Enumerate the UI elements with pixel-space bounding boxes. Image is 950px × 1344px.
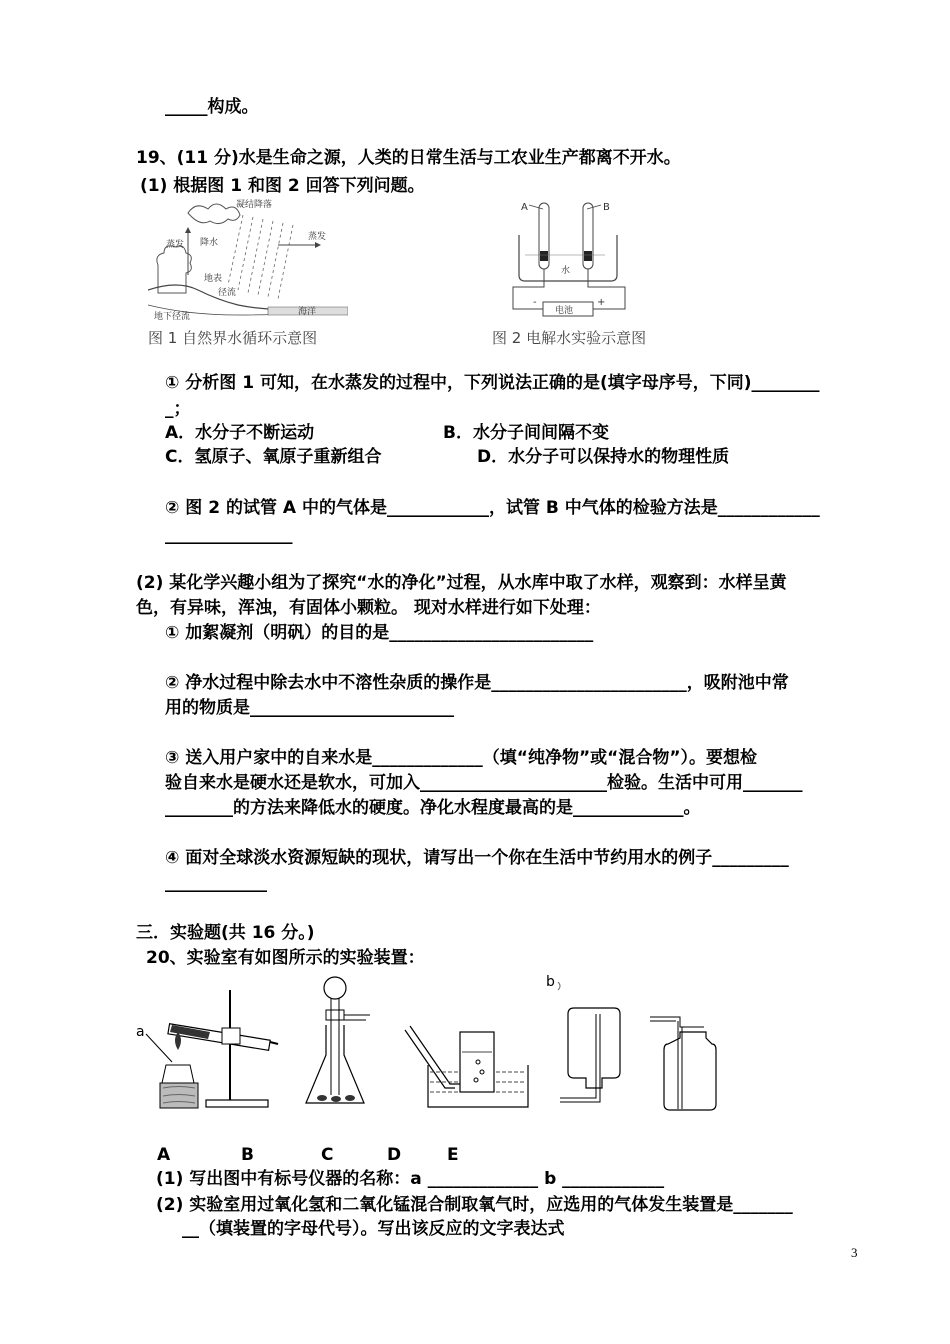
- battery-label: 电池: [555, 306, 574, 316]
- question-19-2-3-cont1: 验自来水是硬水还是软水，可加入______________________检验。生活中可用_______: [165, 773, 803, 793]
- apparatus-a: [136, 990, 278, 1108]
- apparatus-e: [650, 1017, 716, 1110]
- question-19-2-4-cont: ____________: [165, 873, 267, 893]
- apparatus-c: [405, 1026, 528, 1107]
- option-a: A．水分子不断运动: [165, 423, 315, 443]
- question-19-2: (2) 某化学兴趣小组为了探究“水的净化”过程，从水库中取了水样，观察到：水样呈黄: [136, 573, 787, 593]
- label-surface: 地表: [204, 274, 223, 284]
- question-20-2-cont: __（填装置的字母代号）。写出该反应的文字表达式: [182, 1219, 565, 1239]
- tube-label-b: B: [603, 202, 610, 213]
- apparatus-letter-b: B: [241, 1145, 254, 1165]
- label-evaporation-2: 蒸发: [308, 232, 327, 242]
- water-cycle-figure: [148, 195, 348, 325]
- question-20-title: 20、实验室有如图所示的实验装置：: [146, 948, 425, 968]
- question-19-1-2: ② 图 2 的试管 A 中的气体是____________，试管 B 中气体的检验方法是____________: [165, 498, 820, 518]
- apparatus-b: [306, 977, 370, 1103]
- question-19-1-1-cont: _；: [165, 399, 191, 419]
- label-condense: 凝结降落: [236, 200, 273, 210]
- apparatus-letter-a: A: [157, 1145, 171, 1165]
- question-20-1: (1) 写出图中有标号仪器的名称：a _____________ b ____________: [156, 1169, 665, 1189]
- apparatus-letter-e: E: [447, 1145, 459, 1165]
- question-19-2-1: ① 加絮凝剂（明矾）的目的是________________________: [165, 623, 594, 643]
- apparatus-letter-d: D: [387, 1145, 402, 1165]
- question-19-1-2-cont: _______________: [165, 525, 293, 545]
- label-b: b: [546, 974, 555, 990]
- question-19-2-4: ④ 面对全球淡水资源短缺的现状，请写出一个你在生活中节约用水的例子_________: [165, 848, 789, 868]
- label-ocean: 海洋: [298, 307, 317, 317]
- electrolysis-figure: [505, 195, 635, 325]
- figure-2-caption: 图 2 电解水实验示意图: [492, 329, 647, 347]
- section-3-heading: 三．实验题(共 16 分。): [136, 923, 315, 943]
- question-19-2-2-cont: 用的物质是________________________: [165, 698, 454, 718]
- text-line-1: _____构成。: [165, 97, 259, 117]
- apparatus-d: [546, 974, 620, 1102]
- label-precipitation: 降水: [200, 238, 219, 248]
- page-number: 3: [851, 1245, 858, 1260]
- option-b: B．水分子间间隔不变: [443, 423, 609, 443]
- water-label: 水: [561, 266, 571, 276]
- option-d: D．水分子可以保持水的物理性质: [477, 447, 730, 467]
- question-19-2-3: ③ 送入用户家中的自来水是_____________（填“纯净物”或“混合物”）。要想检: [165, 748, 758, 768]
- question-20-2: (2) 实验室用过氧化氢和二氧化锰混合制取氧气时，应选用的气体发生装置是_______: [156, 1195, 793, 1215]
- label-a: a: [136, 1024, 145, 1040]
- question-19-part1: (1) 根据图 1 和图 2 回答下列问题。: [140, 176, 425, 196]
- apparatus-letter-c: C: [321, 1145, 334, 1165]
- figure-1-caption: 图 1 自然界水循环示意图: [148, 329, 318, 347]
- option-c: C．氢原子、氧原子重新组合: [165, 447, 382, 467]
- question-19-2-cont: 色，有异味，浑浊，有固体小颗粒。 现对水样进行如下处理：: [136, 598, 601, 618]
- tube-label-a: A: [521, 202, 528, 213]
- apparatus-figure: [130, 970, 750, 1120]
- label-runoff: 径流: [218, 288, 237, 298]
- label-groundwater-flow: 地下径流: [154, 312, 191, 322]
- question-19-title: 19、(11 分)水是生命之源，人类的日常生活与工农业生产都离不开水。: [136, 148, 681, 168]
- minus-sign: -: [533, 297, 537, 308]
- question-19-1-1: ① 分析图 1 可知，在水蒸发的过程中，下列说法正确的是(填字母序号，下同)________: [165, 373, 820, 393]
- question-19-2-2: ② 净水过程中除去水中不溶性杂质的操作是_______________________，吸附池中常: [165, 673, 789, 693]
- plus-sign: +: [597, 297, 606, 308]
- label-evaporation-1: 蒸发: [166, 240, 185, 250]
- question-19-2-3-cont2: ________的方法来降低水的硬度。净化水程度最高的是_____________。: [165, 798, 701, 818]
